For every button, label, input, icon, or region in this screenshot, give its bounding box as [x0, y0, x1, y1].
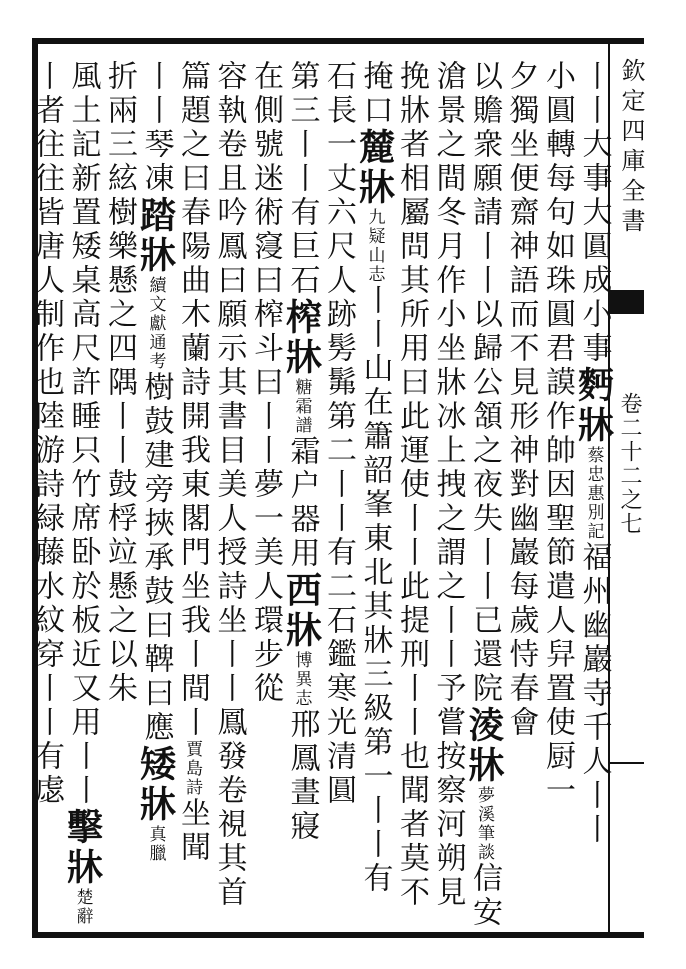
body-text: 折兩三絃 [102, 60, 137, 196]
body-text: 石長一丈六尺人跡髣髴第二丨丨有二石鑑寒光清圓 [321, 60, 356, 808]
body-text: 以贍衆願請丨丨以歸公頷之夜失丨丨已還院 [467, 60, 502, 706]
body-text: 夕獨坐便齋神語而不見形神對幽巖每歲恃春會 [503, 60, 539, 740]
body-text: 滄景之間冬月作小坐牀冰上拽之謂之丨丨予嘗按察河朔見 [430, 60, 466, 910]
body-text: 君謨作帥因聖節遣人舁置使厨一 [540, 332, 575, 808]
body-text: 信安 [467, 862, 502, 930]
source-note: 九疑山志 [364, 208, 385, 284]
entry-heading: 淩牀 [463, 706, 505, 786]
body-text: 風土記新置矮桌高尺許睡只竹席卧於板近又用丨丨 [65, 60, 101, 808]
entry-heading: 擊牀 [61, 808, 104, 888]
body-text: 曰榨斗曰丨丨 [248, 264, 283, 468]
source-note: 賈島詩 [182, 740, 202, 797]
body-text: 邢鳳晝寢 [284, 708, 320, 844]
source-note: 蔡忠惠別記 [583, 446, 604, 541]
juan-label: 卷二十二之七 [617, 392, 642, 536]
entry-heading: 麓牀 [353, 128, 396, 208]
body-text: 挽牀者相屬問其所用曰此運使丨丨此提刑丨丨也聞者莫不 [394, 60, 429, 910]
body-text: 掩口 [357, 60, 393, 128]
body-text: 在側號迷術䆮 [248, 60, 283, 264]
book-title: 欽定四庫全書 [617, 58, 645, 238]
body-text: 夢一美人環步從 [248, 468, 283, 706]
entry-heading: 矮牀 [134, 745, 177, 825]
body-text: 小圓轉每句如珠圓 [540, 60, 575, 332]
body-text: 丨者往往皆唐人制作也陸游詩緑藤水紋穿丨丨 [29, 60, 64, 740]
text-column [20, 60, 72, 930]
body-text: 有虙 [29, 740, 64, 808]
source-note: 楚辭 [72, 888, 93, 926]
entry-heading: 榨牀 [280, 298, 323, 378]
source-note: 糖霜譜 [291, 378, 312, 435]
body-text: 坐聞 [175, 797, 210, 865]
body-text: 丨丨琴凍 [138, 60, 174, 196]
body-text: 容執卷且吟鳳曰願示其書目美人授詩坐丨丨鳳發卷視其首 [211, 60, 247, 910]
entry-heading: 踏牀 [134, 196, 177, 276]
entry-heading: 麪牀 [572, 366, 615, 446]
source-note: 續文獻通考 [145, 276, 166, 371]
entry-heading: 西牀 [280, 571, 323, 651]
body-text: 丨丨山在簫韶峯東北其牀三級第一丨丨有 [357, 284, 393, 896]
source-note: 博異志 [291, 651, 312, 708]
source-note: 夢溪筆談 [474, 786, 494, 862]
body-text: 樹鼓建旁挾承鼓曰鞞曰應 [138, 371, 174, 745]
body-text: 樹樂懸之四隅丨丨鼓桴竝懸之以朱 [102, 196, 137, 706]
body-text: 霜户器用 [284, 435, 320, 571]
body-text: 丨丨大事大圓成小事 [576, 60, 612, 366]
body-text: 第三丨丨有巨石 [284, 60, 320, 298]
body-text: 篇題之曰春陽曲木蘭詩開我東閣門坐我丨間丨 [175, 60, 210, 740]
body-text: 福州幽巖寺千人丨丨 [576, 541, 612, 847]
source-note: 真臘 [145, 825, 166, 863]
